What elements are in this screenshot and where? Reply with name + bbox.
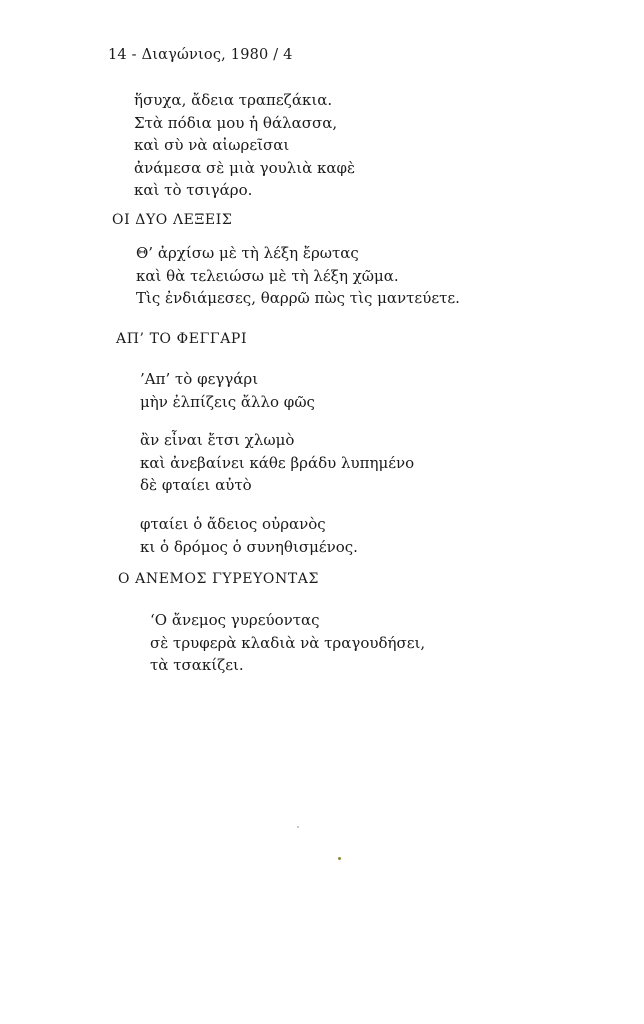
- poem-line: σὲ τρυφερὰ κλαδιὰ νὰ τραγουδήσει,: [150, 633, 426, 652]
- poem-body: [140, 368, 414, 558]
- poem-title: ΑΠ’ ΤΟ ΦΕΓΓΑΡΙ: [116, 331, 248, 347]
- poem-line: καὶ σὺ νὰ αἰωρεῖσαι: [134, 136, 290, 155]
- poem-line: Στὰ πόδια μου ἡ θάλασσα,: [134, 113, 338, 132]
- poem-line: τὰ τσακίζει.: [150, 656, 244, 675]
- scan-speck: [297, 826, 299, 828]
- poem-title: ΟΙ ΔΥΟ ΛΕΞΕΙΣ: [112, 212, 233, 228]
- poem-line: καὶ θὰ τελειώσω μὲ τὴ λέξη χῶμα.: [136, 266, 399, 285]
- poem-line: μὴν ἐλπίζεις ἄλλο φῶς: [140, 392, 315, 411]
- stanza-break: [140, 413, 414, 429]
- poem-line: ἀνάμεσα σὲ μιὰ γουλιὰ καφὲ: [134, 158, 356, 177]
- poem-line: ‘Ο ἄνεμος γυρεύοντας: [150, 611, 320, 629]
- poem-line: δὲ φταίει αὐτὸ: [140, 476, 252, 495]
- page-header: 14 - Διαγώνιος, 1980 / 4: [108, 47, 293, 63]
- poem-line: Θ’ ἀρχίσω μὲ τὴ λέξη ἔρωτας: [136, 244, 359, 262]
- scan-speck: [338, 857, 341, 860]
- poem-title: Ο ΑΝΕΜΟΣ ΓΥΡΕΥΟΝΤΑΣ: [118, 571, 319, 587]
- poem-line: ἂν εἶναι ἔτσι χλωμὸ: [140, 431, 295, 450]
- poem-line: φταίει ὁ ἄδειος οὐρανὸς: [140, 514, 326, 533]
- poem-line: ’Απ’ τὸ φεγγάρι: [140, 370, 259, 388]
- poem-line: Τὶς ἐνδιάμεσες, θαρρῶ πὼς τὶς μαντεύετε.: [136, 289, 460, 308]
- poem-line: ἥσυχα, ἄδεια τραπεζάκια.: [134, 91, 333, 109]
- poem-line: κι ὁ δρόμος ὁ συνηθισμένος.: [140, 537, 358, 556]
- poem-continuation: [134, 89, 355, 202]
- poem-body: [150, 609, 425, 677]
- poem-body: [136, 242, 460, 310]
- poem-line: καὶ τὸ τσιγάρο.: [134, 181, 253, 200]
- stanza-break: [140, 497, 414, 513]
- poem-line: καὶ ἀνεβαίνει κάθε βράδυ λυπημένο: [140, 453, 415, 472]
